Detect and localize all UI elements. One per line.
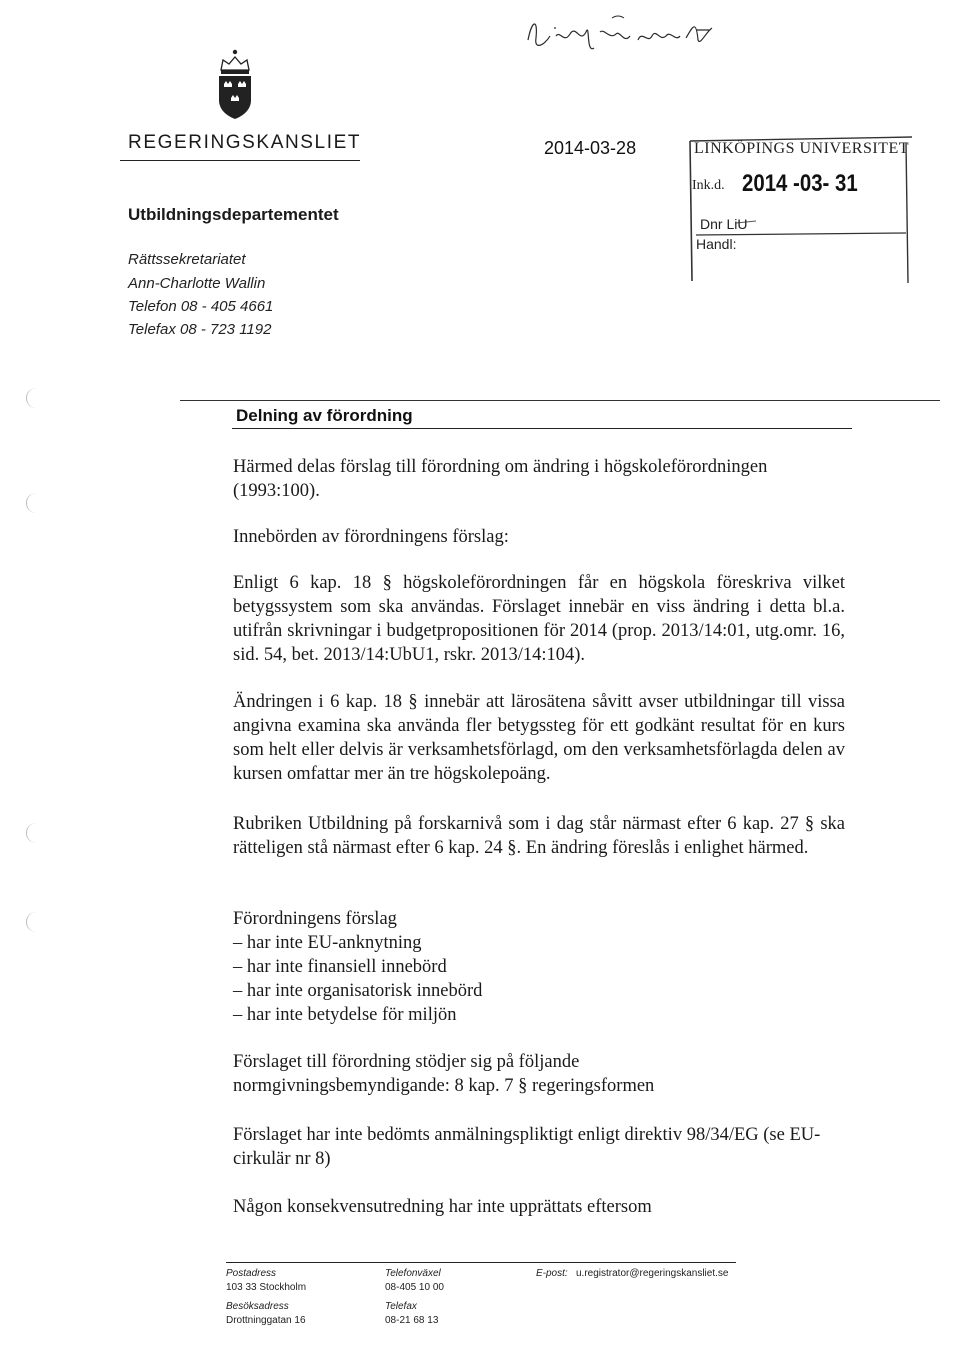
proposal-list-item: – har inte organisatorisk innebörd (233, 981, 483, 1001)
paragraph-change: Ändringen i 6 kap. 18 § innebär att lärosätena såvitt avser utbildningar till vissa angivna examina ska använda fler betygssteg för ett godkänt resultat för en kurs som helt eller delvis är verksamhetsförlagd, om den verksamhetsförlagda delen av kursen omfattar mer än tre högskolepoäng. (233, 692, 845, 784)
footer-telefonvaxel-label: Telefonväxel (385, 1268, 441, 1279)
organization-name: REGERINGSKANSLIET (128, 132, 362, 153)
footer-postadress: 103 33 Stockholm (226, 1282, 307, 1293)
contact-fax: Telefax 08 - 723 1192 (128, 321, 272, 338)
footer-telefax-label: Telefax (385, 1301, 417, 1312)
paragraph-impact-assessment: Någon konsekvensutredning har inte upprättats eftersom (233, 1197, 652, 1217)
footer-besoksadress-label: Besöksadress (226, 1301, 289, 1312)
contact-phone: Telefon 08 - 405 4661 (128, 298, 274, 315)
footer-epost-label: E-post: (536, 1268, 568, 1279)
stamp-title: LINKÖPINGS UNIVERSITET (694, 140, 909, 157)
proposal-list-item: – har inte betydelse för miljön (233, 1005, 457, 1025)
paragraph-authorization: Förslaget till förordning stödjer sig på följande normgivningsbemyndigande: 8 kap. 7 § regeringsformen (233, 1052, 655, 1096)
footer-rule (226, 1262, 736, 1263)
proposal-list-intro: Förordningens förslag (233, 909, 397, 929)
stamp-received-date: 2014 -03- 31 (742, 170, 858, 197)
stamp-received-label: Ink.d. (692, 178, 725, 193)
footer-telefonvaxel: 08-405 10 00 (385, 1282, 444, 1293)
proposal-list-item: – har inte EU-anknytning (233, 933, 422, 953)
footer-telefax: 08-21 68 13 (385, 1315, 439, 1326)
margin-mark (26, 912, 39, 932)
paragraph-notification: Förslaget har inte bedömts anmälningspliktigt enligt direktiv 98/34/EG (se EU-cirkulär nr 8) (233, 1125, 821, 1169)
proposal-list-item: – har inte finansiell innebörd (233, 957, 447, 977)
document-date: 2014-03-28 (544, 138, 637, 158)
heading-rule (232, 428, 852, 429)
department-name: Utbildningsdepartementet (128, 205, 339, 224)
footer-besoksadress: Drottninggatan 16 (226, 1315, 306, 1326)
margin-mark (26, 388, 39, 408)
intro-paragraph: Härmed delas förslag till förordning om ändring i högskoleförordningen (1993:100). (233, 457, 768, 501)
margin-mark (26, 823, 39, 843)
contact-name: Ann-Charlotte Wallin (128, 275, 266, 292)
document-heading: Delning av förordning (236, 406, 413, 425)
footer-postadress-label: Postadress (226, 1268, 277, 1279)
organization-rule (120, 160, 360, 161)
margin-mark (26, 493, 39, 513)
contact-unit: Rättssekretariatet (128, 251, 246, 268)
stamp-dnr-label: Dnr LiU (700, 216, 748, 232)
meaning-heading: Innebörden av förordningens förslag: (233, 527, 509, 547)
header-rule (180, 400, 940, 401)
coat-of-arms-logo (215, 48, 255, 120)
stamp-handl-label: Handl: (696, 236, 737, 252)
footer-epost: u.registrator@regeringskansliet.se (576, 1268, 729, 1279)
handwritten-note (520, 10, 720, 58)
paragraph-regulation: Enligt 6 kap. 18 § högskoleförordningen får en högskola föreskriva vilket betygssystem som ska användas. Förslaget innebär en viss ändring i detta bl.a. utifrån skrivningar i budgetpropositionen för 2014 (prop. 2013/14:01, utg.omr. 16, sid. 54, bet. 2013/14:UbU1, rskr. 2013/14:104). (233, 573, 845, 665)
paragraph-heading-change: Rubriken Utbildning på forskarnivå som i dag står närmast efter 6 kap. 27 § ska rätteligen stå närmast efter 6 kap. 24 §. En ändring föreslås i enlighet härmed. (233, 814, 845, 858)
